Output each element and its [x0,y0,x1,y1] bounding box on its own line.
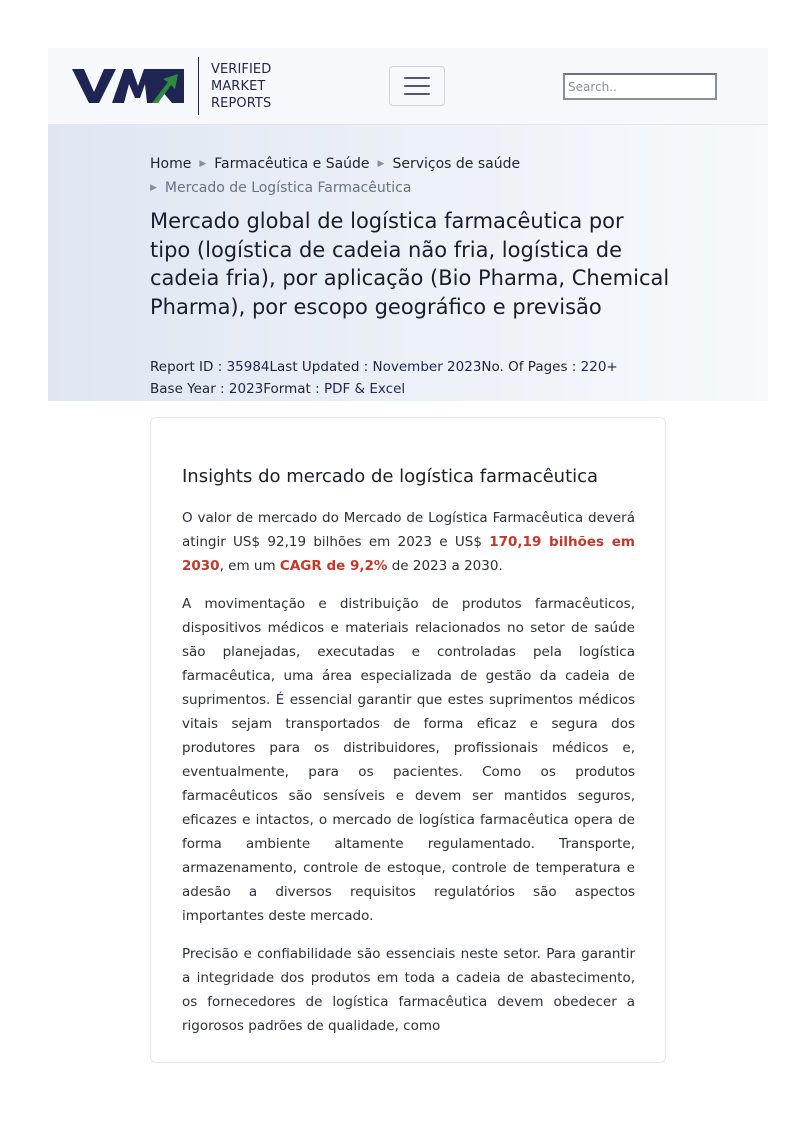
breadcrumb-home[interactable]: Home [150,156,192,172]
breadcrumb-pharma-health[interactable]: Farmacêutica e Saúde [214,156,370,172]
logo-wordmark [211,61,271,112]
logo-text-verified: VERIFIED [211,61,272,77]
insights-heading: Insights do mercado de logística farmacêutica [182,466,599,487]
format-value: PDF & Excel [323,381,406,397]
hamburger-menu-icon [404,77,430,79]
report-hero [48,125,768,401]
base-year-label: Base Year : [150,381,229,397]
hamburger-menu-button[interactable] [389,66,445,106]
pages-label: No. Of Pages : [481,359,581,375]
insights-paragraph-3: Precisão e confiabilidade são essenciais neste setor. Para garantir a integridade dos produtos em toda a cadeia de abastecimento, os fornecedores de logística farmacêutica devem obedecer a rigorosos padrões de qualidade, como [182,946,635,1034]
insights-paragraph-2: A movimentação e distribuição de produtos farmacêuticos, dispositivos médicos e materiais relacionados no setor de saúde são planejadas, executadas e controladas pela logística farmacêutica, uma área especializada de gestão da cadeia de suprimentos. É essencial garantir que estes suprimentos médicos vitais sejam transportados de forma eficaz e segura dos produtores para os distribuidores, profissionais médicos e, eventualmente, para os pacientes. Como os produtos farmacêuticos são sensíveis e devem ser mantidos seguros, eficazes e intactos, o mercado de logística farmacêutica opera de forma ambiente altamente regulamentado. Transporte, armazenamento, controle de estoque, controle de temperatura e adesão a diversos requisitos regulatórios são aspectos importantes deste mercado. [182,596,635,924]
insights-content [182,464,635,1052]
market-value-highlight: 170,19 bilhões em 2030 [182,534,635,574]
breadcrumb [150,152,670,200]
last-updated-value: November 2023 [372,359,482,375]
chevron-right-icon: ▶ [150,183,157,193]
meta-line-2 [150,378,710,400]
site-header [48,48,768,125]
format-label: Format : [263,381,324,397]
search-input[interactable] [563,73,717,100]
base-year-value: 2023 [228,381,264,397]
pages-value: 220+ [580,359,618,375]
logo-text-market: MARKET [211,78,266,94]
breadcrumb-current: Mercado de Logística Farmacêutica [164,180,412,196]
meta-line-1 [150,356,710,378]
report-id-label: Report ID : [150,359,227,375]
last-updated-label: Last Updated : [269,359,373,375]
chevron-right-icon: ▶ [199,159,207,169]
cagr-highlight: CAGR de 9,2% [279,558,388,574]
vmr-logo[interactable] [72,56,271,116]
report-meta [150,356,710,400]
breadcrumb-health-services[interactable]: Serviços de saúde [392,156,521,172]
logo-text-reports: REPORTS [211,95,272,111]
logo-divider [198,57,199,115]
insights-card [150,417,666,1063]
vmr-logo-mark-icon [72,66,184,106]
chevron-right-icon: ▶ [377,159,385,169]
page-title: Mercado global de logística farmacêutica por tipo (logística de cadeia não fria, logística de cadeia fria), por aplicação (Bio Pharma, Chemical Pharma), por escopo geográfico e previsão [150,209,670,319]
insights-paragraph-1: O valor de mercado do Mercado de Logística Farmacêutica deverá atingir US$ 92,19 bilhões em 2023 e US$ 170,19 bilhões em 2030, em um CAGR de 9,2% de 2023 a 2030. [182,510,635,574]
report-id-value: 35984 [226,359,270,375]
